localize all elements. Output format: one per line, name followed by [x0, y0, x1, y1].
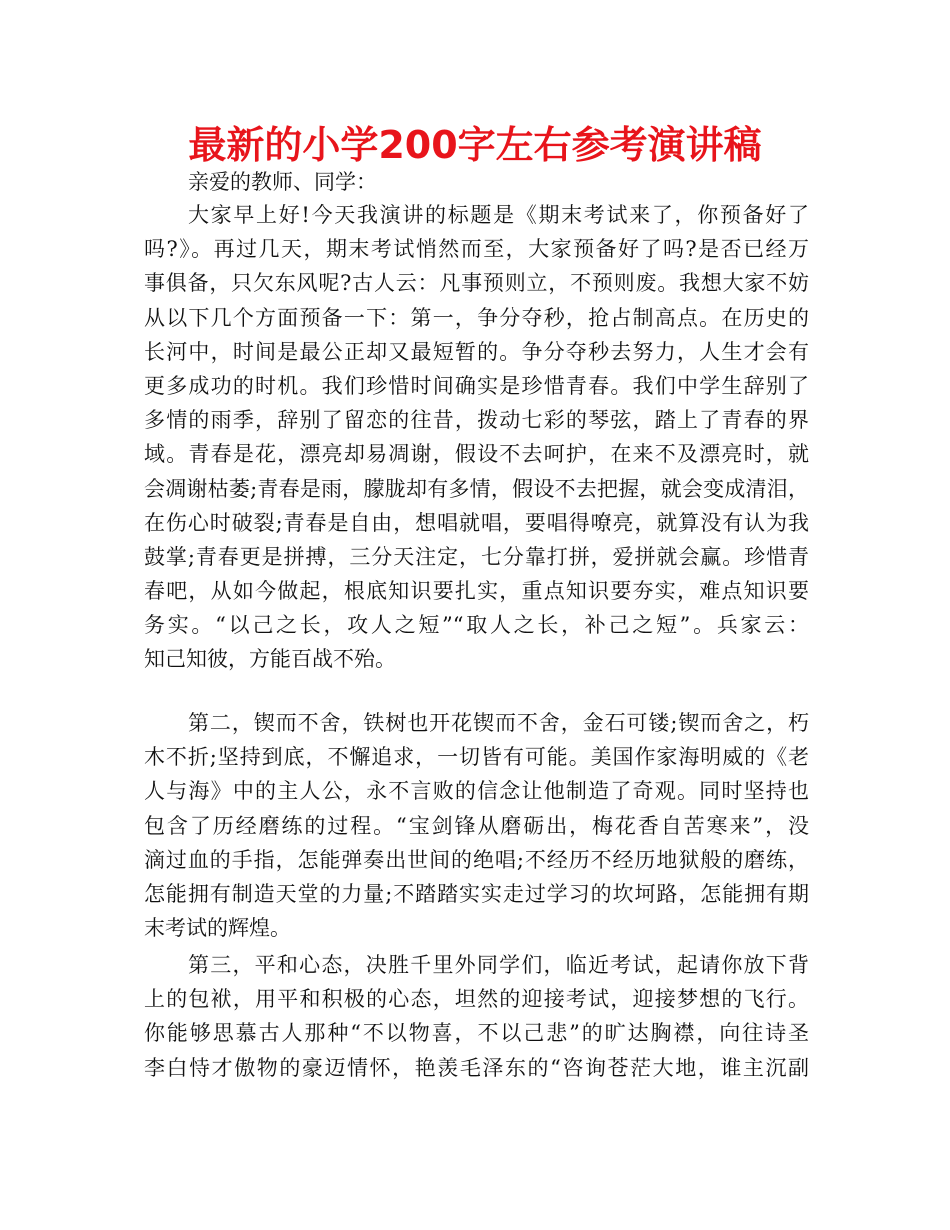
- text-line: 第二，锲而不舍，铁树也开花锲而不舍，金石可镂;锲而舍之，朽: [188, 711, 809, 735]
- text-line: 多情的雨季，辞别了留恋的往昔，拨动七彩的琴弦，踏上了青春的界: [144, 408, 809, 433]
- text-line: 木不折;坚持到底，不懈追求，一切皆有可能。美国作家海明威的《老: [144, 745, 809, 770]
- greeting-line: 亲爱的教师、同学：: [188, 170, 377, 194]
- text-line: 长河中，时间是最公正却又最短暂的。争分夺秒去努力，人生才会有: [144, 339, 809, 364]
- text-line: 李白恃才傲物的豪迈情怀，艳羡毛泽东的“咨询苍茫大地，谁主沉副: [144, 1055, 809, 1080]
- text-line: 末考试的辉煌。: [144, 916, 291, 941]
- text-line: 怎能拥有制造天堂的力量;不踏踏实实走过学习的坎坷路，怎能拥有期: [144, 881, 809, 906]
- text-line: 鼓掌;青春更是拼搏，三分天注定，七分靠打拼，爱拼就会赢。珍惜青: [144, 544, 809, 569]
- text-line: 务实。“以己之长，攻人之短”“取人之长，补己之短”。兵家云：: [144, 613, 809, 638]
- text-line: 人与海》中的主人公，永不言败的信念让他制造了奇观。同时坚持也: [144, 779, 809, 804]
- text-line: 吗?》。再过几天，期末考试悄然而至，大家预备好了吗?是否已经万: [144, 237, 809, 262]
- text-line: 你能够思慕古人那种“不以物喜，不以己悲”的旷达胸襟，向往诗圣: [144, 1021, 809, 1046]
- text-line: 在伤心时破裂;青春是自由，想唱就唱，要唱得嘹亮，就算没有认为我: [144, 510, 809, 535]
- text-line: 从以下几个方面预备一下：第一，争分夺秒，抢占制高点。在历史的: [144, 305, 809, 330]
- text-line: 上的包袱，用平和积极的心态，坦然的迎接考试，迎接梦想的飞行。: [144, 987, 809, 1012]
- paragraph: [144, 706, 809, 945]
- text-line: 春吧，从如今做起，根底知识要扎实，重点知识要夯实，难点知识要: [144, 579, 809, 604]
- text-line: 大家早上好!今天我演讲的标题是《期末考试来了，你预备好了: [188, 203, 809, 227]
- paragraph: [144, 948, 809, 1085]
- text-line: 包含了历经磨练的过程。“宝剑锋从磨砺出，梅花香自苦寒来”，没: [144, 813, 809, 838]
- text-line: 域。青春是花，漂亮却易凋谢，假设不去呵护，在来不及漂亮时，就: [144, 442, 809, 467]
- text-line: 会凋谢枯萎;青春是雨，朦胧却有多情，假设不去把握，就会变成清泪，: [144, 476, 809, 501]
- text-line: 事俱备，只欠东风呢?古人云：凡事预则立，不预则废。我想大家不妨: [144, 271, 809, 296]
- text-line: 第三，平和心态，决胜千里外同学们，临近考试，起请你放下背: [188, 953, 809, 977]
- text-line: 滴过血的手指，怎能弹奏出世间的绝唱;不经历不经历地狱般的磨练，: [144, 847, 809, 872]
- paragraph: [144, 198, 809, 677]
- text-line: 知己知彼，方能百战不殆。: [144, 647, 396, 672]
- document-title: 最新的小学200字左右参考演讲稿: [188, 123, 762, 167]
- text-line: 更多成功的时机。我们珍惜时间确实是珍惜青春。我们中学生辞别了: [144, 373, 809, 398]
